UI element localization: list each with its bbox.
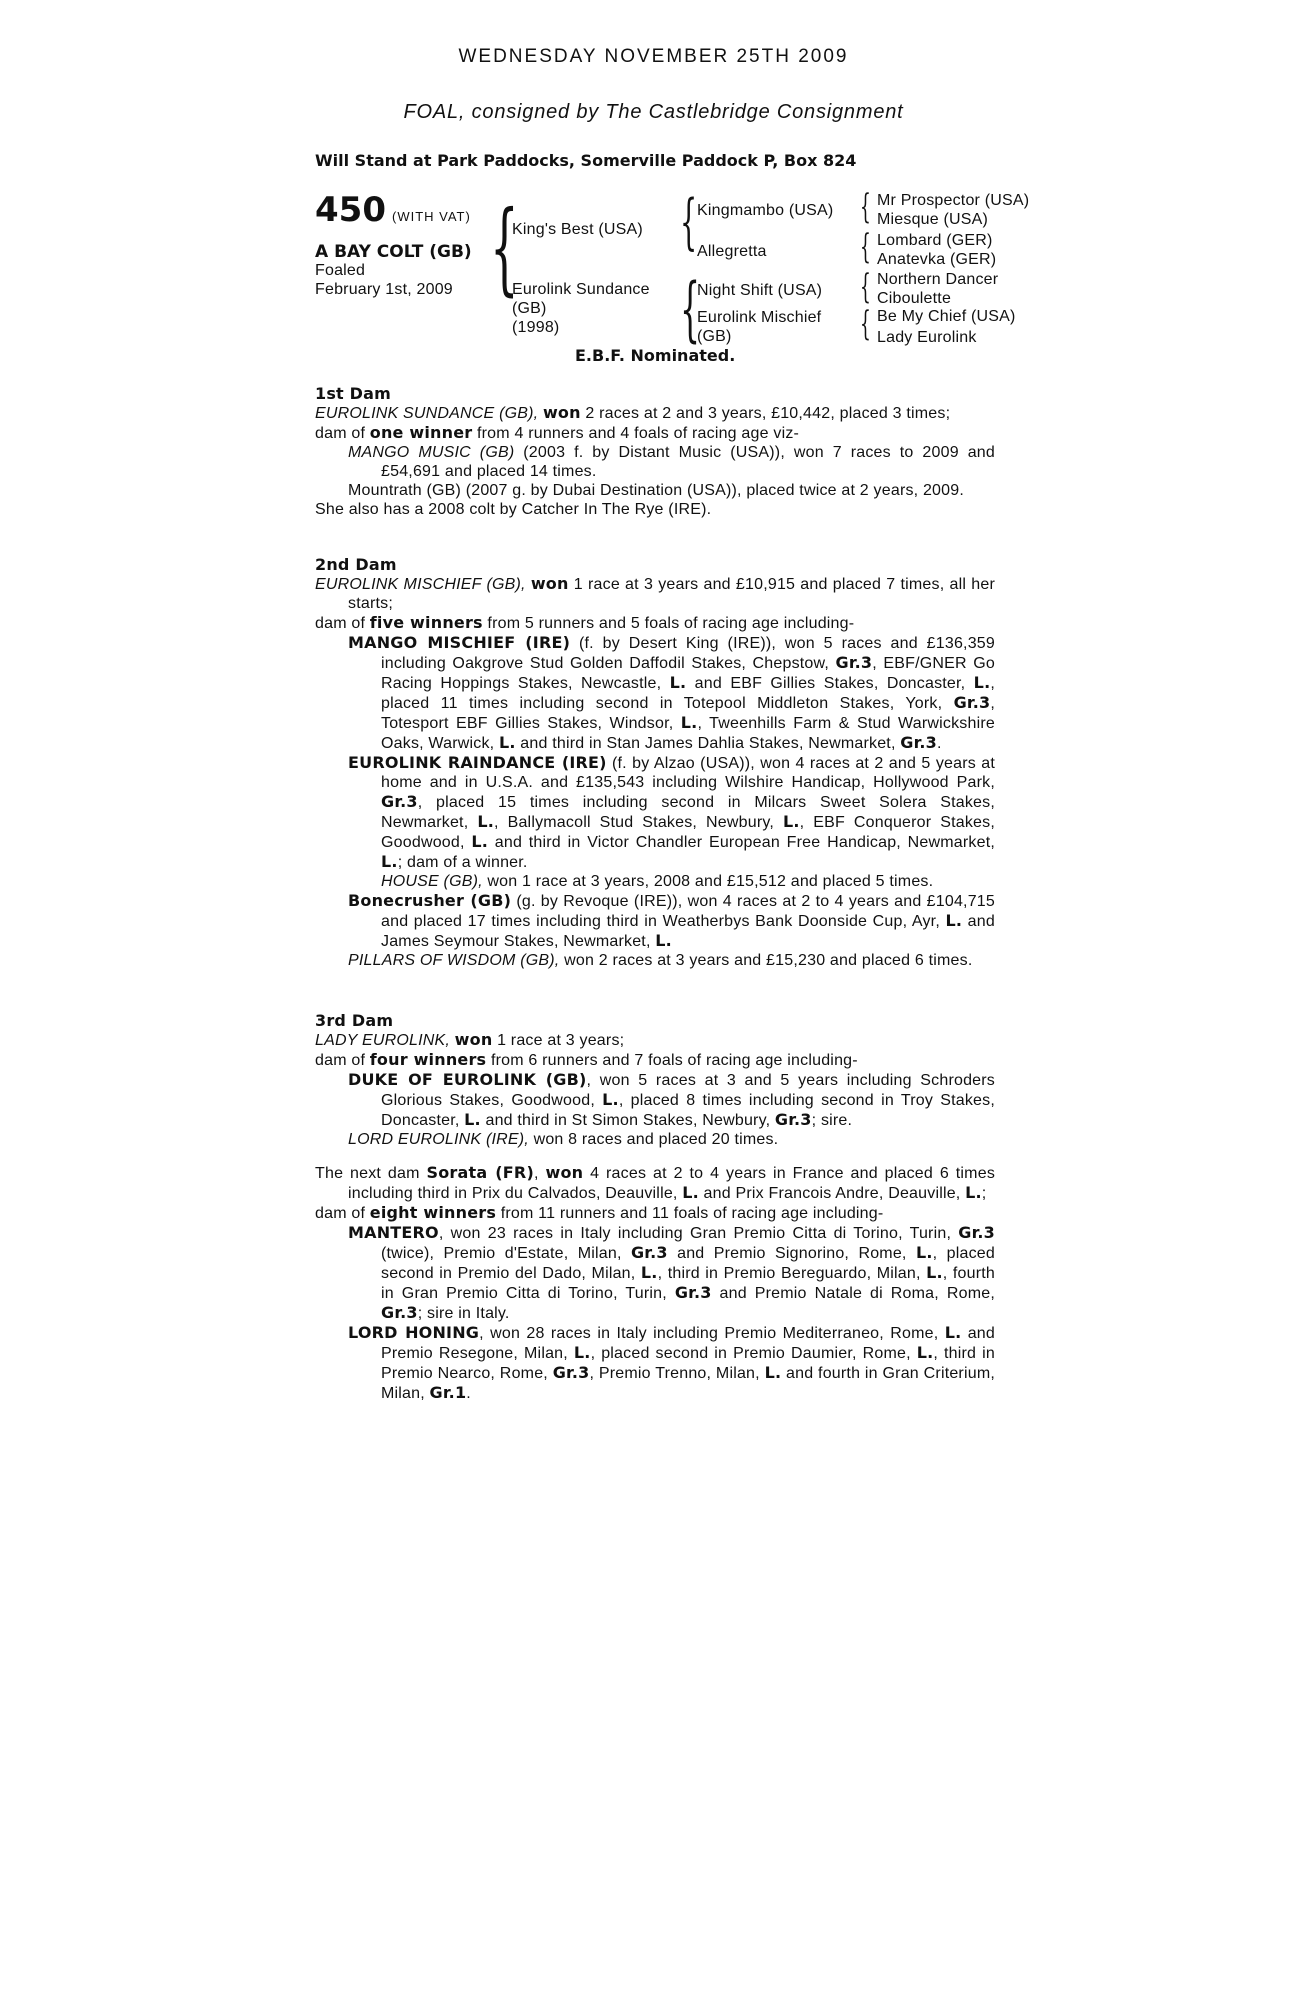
second-dam-produce-2-sub: HOUSE (GB), won 1 race at 3 years, 2008 and £15,512 and placed 5 times. (381, 873, 934, 890)
pedigree-dam-2: (GB) (512, 300, 547, 317)
pedigree-dd-1: Eurolink Mischief (697, 309, 822, 326)
foaled-date: February 1st, 2009 (315, 281, 453, 298)
stand-location: Will Stand at Park Paddocks, Somerville Paddock P, Box 824 (315, 151, 857, 170)
third-dam-section (315, 1011, 995, 1149)
pedigree-dam-1: Eurolink Sundance (512, 281, 650, 298)
pedigree-sss: Mr Prospector (USA) (877, 192, 1030, 209)
pedigree-dam-3: (1998) (512, 319, 560, 336)
next-dam-produce-summary: dam of eight winners from 11 runners and 11 foals of racing age including- (315, 1203, 884, 1222)
first-dam-section (315, 384, 995, 519)
pedigree-sdd: Anatevka (GER) (877, 251, 997, 268)
second-dam-produce-4: PILLARS OF WISDOM (GB), won 2 races at 3 years and £15,230 and placed 6 times. (348, 952, 973, 969)
lot-title: A BAY COLT (GB) (315, 242, 472, 262)
third-dam-record: LADY EUROLINK, won 1 race at 3 years; (315, 1030, 625, 1049)
second-dam-heading: 2nd Dam (315, 555, 397, 574)
second-dam-produce-3: Bonecrusher (GB) (g. by Revoque (IRE)), won 4 races at 2 to 4 years and £104,715 and placed 17 times including third in Weatherbys Bank Doonside Cup, Ayr, L. and James Seymour Stakes, Newmarket, L. (348, 891, 995, 950)
consignor-line: FOAL, consigned by The Castlebridge Consignment (403, 101, 904, 123)
lot-header (315, 190, 471, 230)
pedigree-ssd: Miesque (USA) (877, 211, 989, 228)
pedigree-ds: Night Shift (USA) (697, 282, 823, 299)
pedigree-brace-dd: { (860, 304, 871, 344)
second-dam-record: EUROLINK MISCHIEF (GB), won 1 race at 3 years and £10,915 and placed 7 times, all her starts; (315, 574, 995, 612)
pedigree-ddd: Lady Eurolink (877, 329, 977, 346)
next-dam-section (315, 1163, 995, 1403)
next-dam-produce-2: LORD HONING, won 28 races in Italy including Premio Mediterraneo, Rome, L. and Premio Resegone, Milan, L., placed second in Premio Daumier, Rome, L., third in Premio Nearco, Rome, Gr.3, Premio Trenno, Milan, L. and fourth in Gran Criterium, Milan, Gr.1. (348, 1323, 995, 1402)
first-dam-produce-2: Mountrath (GB) (2007 g. by Dubai Destination (USA)), placed twice at 2 years, 2009. (348, 482, 964, 499)
third-dam-produce-2: LORD EUROLINK (IRE), won 8 races and placed 20 times. (348, 1131, 779, 1148)
foaled-label: Foaled (315, 262, 366, 279)
pedigree-brace-sire: { (680, 187, 698, 257)
third-dam-produce-summary: dam of four winners from 6 runners and 7 foals of racing age including- (315, 1050, 858, 1069)
pedigree-dd-2: (GB) (697, 328, 732, 345)
pedigree-brace-ss: { (860, 187, 871, 227)
first-dam-produce-1: MANGO MUSIC (GB) (2003 f. by Distant Music (USA)), won 7 races to 2009 and £54,691 and placed 14 times. (348, 444, 995, 480)
ebf-nomination: E.B.F. Nominated. (575, 346, 736, 365)
pedigree-ss: Kingmambo (USA) (697, 202, 834, 219)
pedigree-brace-ds: { (860, 267, 871, 307)
next-dam-record: The next dam Sorata (FR), won 4 races at 2 to 4 years in France and placed 6 times including third in Prix du Calvados, Deauville, L. and Prix Francois Andre, Deauville, L.; (315, 1163, 996, 1202)
pedigree-sire: King's Best (USA) (512, 221, 643, 238)
lot-number: 450 (315, 190, 386, 230)
second-dam-section (315, 555, 995, 970)
pedigree-brace-sd: { (860, 227, 871, 267)
third-dam-produce-1: DUKE OF EUROLINK (GB), won 5 races at 3 and 5 years including Schroders Glorious Stakes, Goodwood, L., placed 8 times including second in Troy Stakes, Doncaster, L. and third in St Simon Stakes, Newbury, Gr.3; sire. (348, 1070, 996, 1129)
first-dam-also: She also has a 2008 colt by Catcher In The Rye (IRE). (315, 501, 712, 518)
sale-date: WEDNESDAY NOVEMBER 25TH 2009 (458, 46, 849, 67)
first-dam-heading: 1st Dam (315, 384, 392, 403)
pedigree-dss: Northern Dancer (877, 271, 999, 288)
second-dam-produce-summary: dam of five winners from 5 runners and 5 foals of racing age including- (315, 613, 855, 632)
vat-note: (WITH VAT) (391, 209, 471, 224)
first-dam-produce-summary: dam of one winner from 4 runners and 4 foals of racing age viz- (315, 423, 800, 442)
third-dam-heading: 3rd Dam (315, 1011, 394, 1030)
next-dam-produce-1: MANTERO, won 23 races in Italy including Gran Premio Citta di Torino, Turin, Gr.3 (twice), Premio d'Estate, Milan, Gr.3 and Premio Signorino, Rome, L., placed second in Premio del Dado, Milan, L., third in Premio Bereguardo, Milan, L., fourth in Gran Premio Citta di Torino, Turin, Gr.3 and Premio Natale di Roma, Rome, Gr.3; sire in Italy. (348, 1223, 996, 1322)
second-dam-produce-1: MANGO MISCHIEF (IRE) (f. by Desert King (IRE)), won 5 races and £136,359 including Oakgrove Stud Golden Daffodil Stakes, Chepstow, Gr.3, EBF/GNER Go Racing Hoppings Stakes, Newcastle, L. and EBF Gillies Stakes, Doncaster, L., placed 11 times including second in Totepool Middleton Stakes, York, Gr.3, Totesport EBF Gillies Stakes, Windsor, L., Tweenhills Farm & Stud Warwickshire Oaks, Warwick, L. and third in Stan James Dahlia Stakes, Newmarket, Gr.3. (348, 633, 996, 752)
second-dam-produce-2: EUROLINK RAINDANCE (IRE) (f. by Alzao (USA)), won 4 races at 2 and 5 years at home and in U.S.A. and £135,543 including Wilshire Handicap, Hollywood Park, Gr.3, placed 15 times including second in Milcars Sweet Solera Stakes, Newmarket, L., Ballymacoll Stud Stakes, Newbury, L., EBF Conqueror Stakes, Goodwood, L. and third in Victor Chandler European Free Handicap, Newmarket, L.; dam of a winner. (348, 753, 996, 871)
first-dam-record: EUROLINK SUNDANCE (GB), won 2 races at 2 and 3 years, £10,442, placed 3 times; (315, 403, 951, 422)
pedigree-dsd: Ciboulette (877, 290, 952, 307)
pedigree-brace-dam: { (680, 268, 701, 350)
pedigree-dds: Be My Chief (USA) (877, 308, 1016, 325)
pedigree-sd: Allegretta (697, 243, 767, 260)
pedigree-brace-main: { (490, 189, 519, 306)
pedigree-sds: Lombard (GER) (877, 232, 993, 249)
